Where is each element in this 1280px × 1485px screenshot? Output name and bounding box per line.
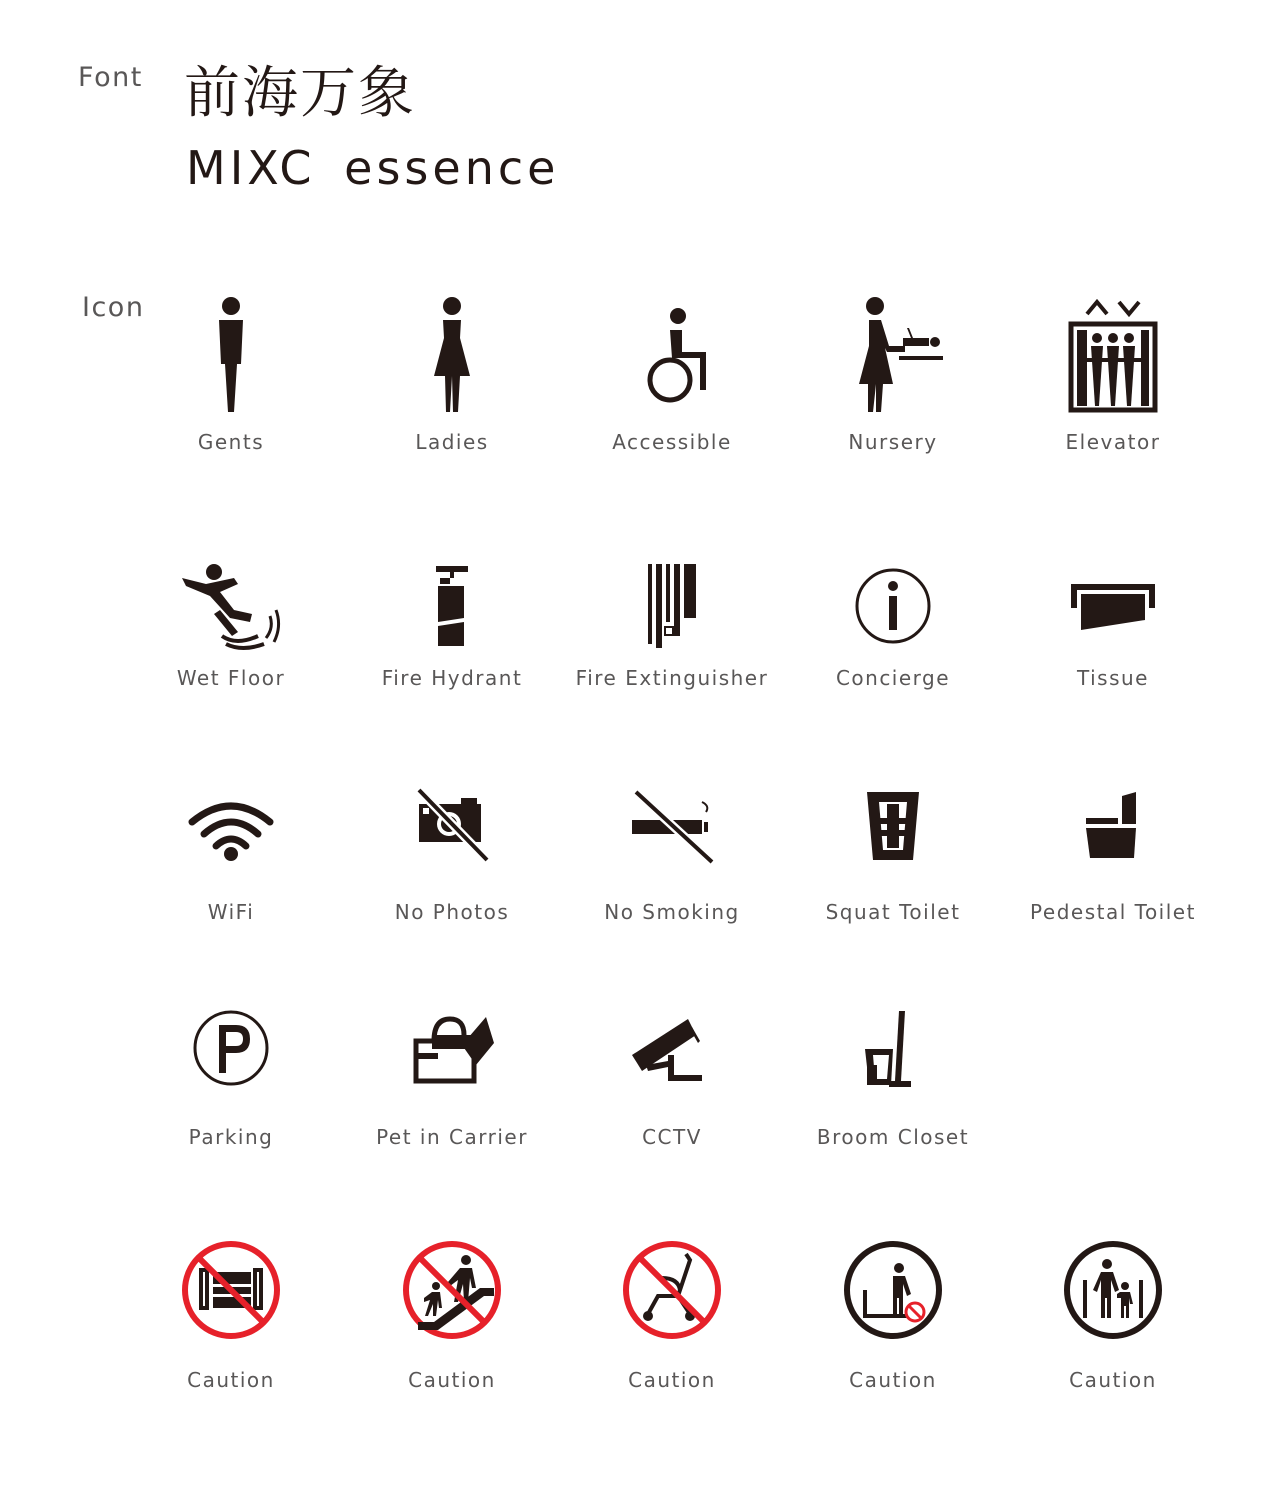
concierge-icon bbox=[848, 562, 938, 652]
pedestal-toilet-icon bbox=[1078, 790, 1148, 870]
icon-tile-ladies bbox=[342, 290, 562, 470]
hold-handrail-icon bbox=[841, 1238, 945, 1342]
hold-child-icon bbox=[1061, 1238, 1165, 1342]
icon-caption: Ladies bbox=[415, 430, 489, 454]
wifi-icon bbox=[186, 792, 276, 872]
icon-tile-cctv bbox=[562, 1005, 782, 1185]
icon-caption: Pedestal Toilet bbox=[1030, 900, 1196, 924]
icon-caption: Caution bbox=[1069, 1368, 1157, 1392]
icon-caption: Caution bbox=[849, 1368, 937, 1392]
gents-icon bbox=[191, 294, 271, 418]
pet-in-carrier-icon bbox=[402, 1005, 502, 1095]
brand-name-chinese: 前海万象 bbox=[184, 61, 416, 126]
icon-section-label: Icon bbox=[82, 292, 145, 323]
icon-tile-caution-luggage bbox=[121, 1238, 341, 1418]
icon-tile-caution-child bbox=[1003, 1238, 1223, 1418]
icon-tile-wifi bbox=[121, 790, 341, 970]
icon-tile-parking bbox=[121, 1005, 341, 1185]
icon-tile-accessible bbox=[562, 290, 782, 470]
nursery-icon bbox=[843, 294, 943, 418]
icon-tile-broom-closet bbox=[783, 1005, 1003, 1185]
tissue-icon bbox=[1063, 562, 1163, 652]
fire-hydrant-icon bbox=[422, 562, 482, 652]
icon-caption: Tissue bbox=[1077, 666, 1149, 690]
icon-tile-elevator bbox=[1003, 290, 1223, 470]
no-climbing-escalator-icon bbox=[400, 1238, 504, 1342]
icon-tile-caution-escalator bbox=[342, 1238, 562, 1418]
icon-tile-no-smoking bbox=[562, 790, 782, 970]
icon-caption: Fire Extinguisher bbox=[575, 666, 769, 690]
icon-tile-pedestal-toilet bbox=[1003, 790, 1223, 970]
icon-caption: Caution bbox=[408, 1368, 496, 1392]
elevator-icon bbox=[1063, 294, 1163, 418]
icon-caption: Pet in Carrier bbox=[376, 1125, 528, 1149]
icon-tile-nursery bbox=[783, 290, 1003, 470]
icon-caption: Parking bbox=[188, 1125, 274, 1149]
fire-extinguisher-icon bbox=[642, 562, 702, 652]
icon-caption: Accessible bbox=[612, 430, 732, 454]
no-smoking-icon bbox=[624, 790, 720, 870]
icon-caption: Squat Toilet bbox=[825, 900, 961, 924]
icon-caption: Nursery bbox=[848, 430, 938, 454]
icon-tile-concierge bbox=[783, 560, 1003, 740]
icon-tile-squat-toilet bbox=[783, 790, 1003, 970]
icon-caption: Gents bbox=[197, 430, 265, 454]
icon-caption: Broom Closet bbox=[816, 1125, 970, 1149]
icon-tile-gents bbox=[121, 290, 341, 470]
icon-caption: No Smoking bbox=[604, 900, 740, 924]
icon-caption: Elevator bbox=[1065, 430, 1161, 454]
no-luggage-cart-icon bbox=[179, 1238, 283, 1342]
icon-tile-fire-extinguisher bbox=[562, 560, 782, 740]
squat-toilet-icon bbox=[863, 790, 923, 870]
ladies-icon bbox=[412, 294, 492, 418]
icon-caption: No Photos bbox=[394, 900, 510, 924]
brand-name-english: MIXC essence bbox=[186, 141, 560, 195]
icon-tile-no-photos bbox=[342, 790, 562, 970]
broom-closet-icon bbox=[853, 1005, 933, 1095]
no-photos-icon bbox=[407, 790, 497, 870]
icon-tile-tissue bbox=[1003, 560, 1223, 740]
accessible-icon bbox=[632, 294, 712, 418]
icon-caption: WiFi bbox=[207, 900, 255, 924]
icon-caption: Fire Hydrant bbox=[381, 666, 523, 690]
icon-tile-fire-hydrant bbox=[342, 560, 562, 740]
icon-tile-pet-in-carrier bbox=[342, 1005, 562, 1185]
icon-caption: CCTV bbox=[642, 1125, 702, 1149]
font-section-label: Font bbox=[78, 62, 143, 93]
wet-floor-icon bbox=[176, 562, 286, 652]
icon-tile-caution-handrail bbox=[783, 1238, 1003, 1418]
icon-caption: Concierge bbox=[835, 666, 951, 690]
icon-caption: Caution bbox=[187, 1368, 275, 1392]
cctv-icon bbox=[622, 1005, 722, 1095]
icon-tile-caution-stroller bbox=[562, 1238, 782, 1418]
icon-tile-wet-floor bbox=[121, 560, 341, 740]
parking-icon bbox=[186, 1005, 276, 1095]
no-stroller-icon bbox=[620, 1238, 724, 1342]
icon-caption: Wet Floor bbox=[176, 666, 286, 690]
icon-caption: Caution bbox=[628, 1368, 716, 1392]
